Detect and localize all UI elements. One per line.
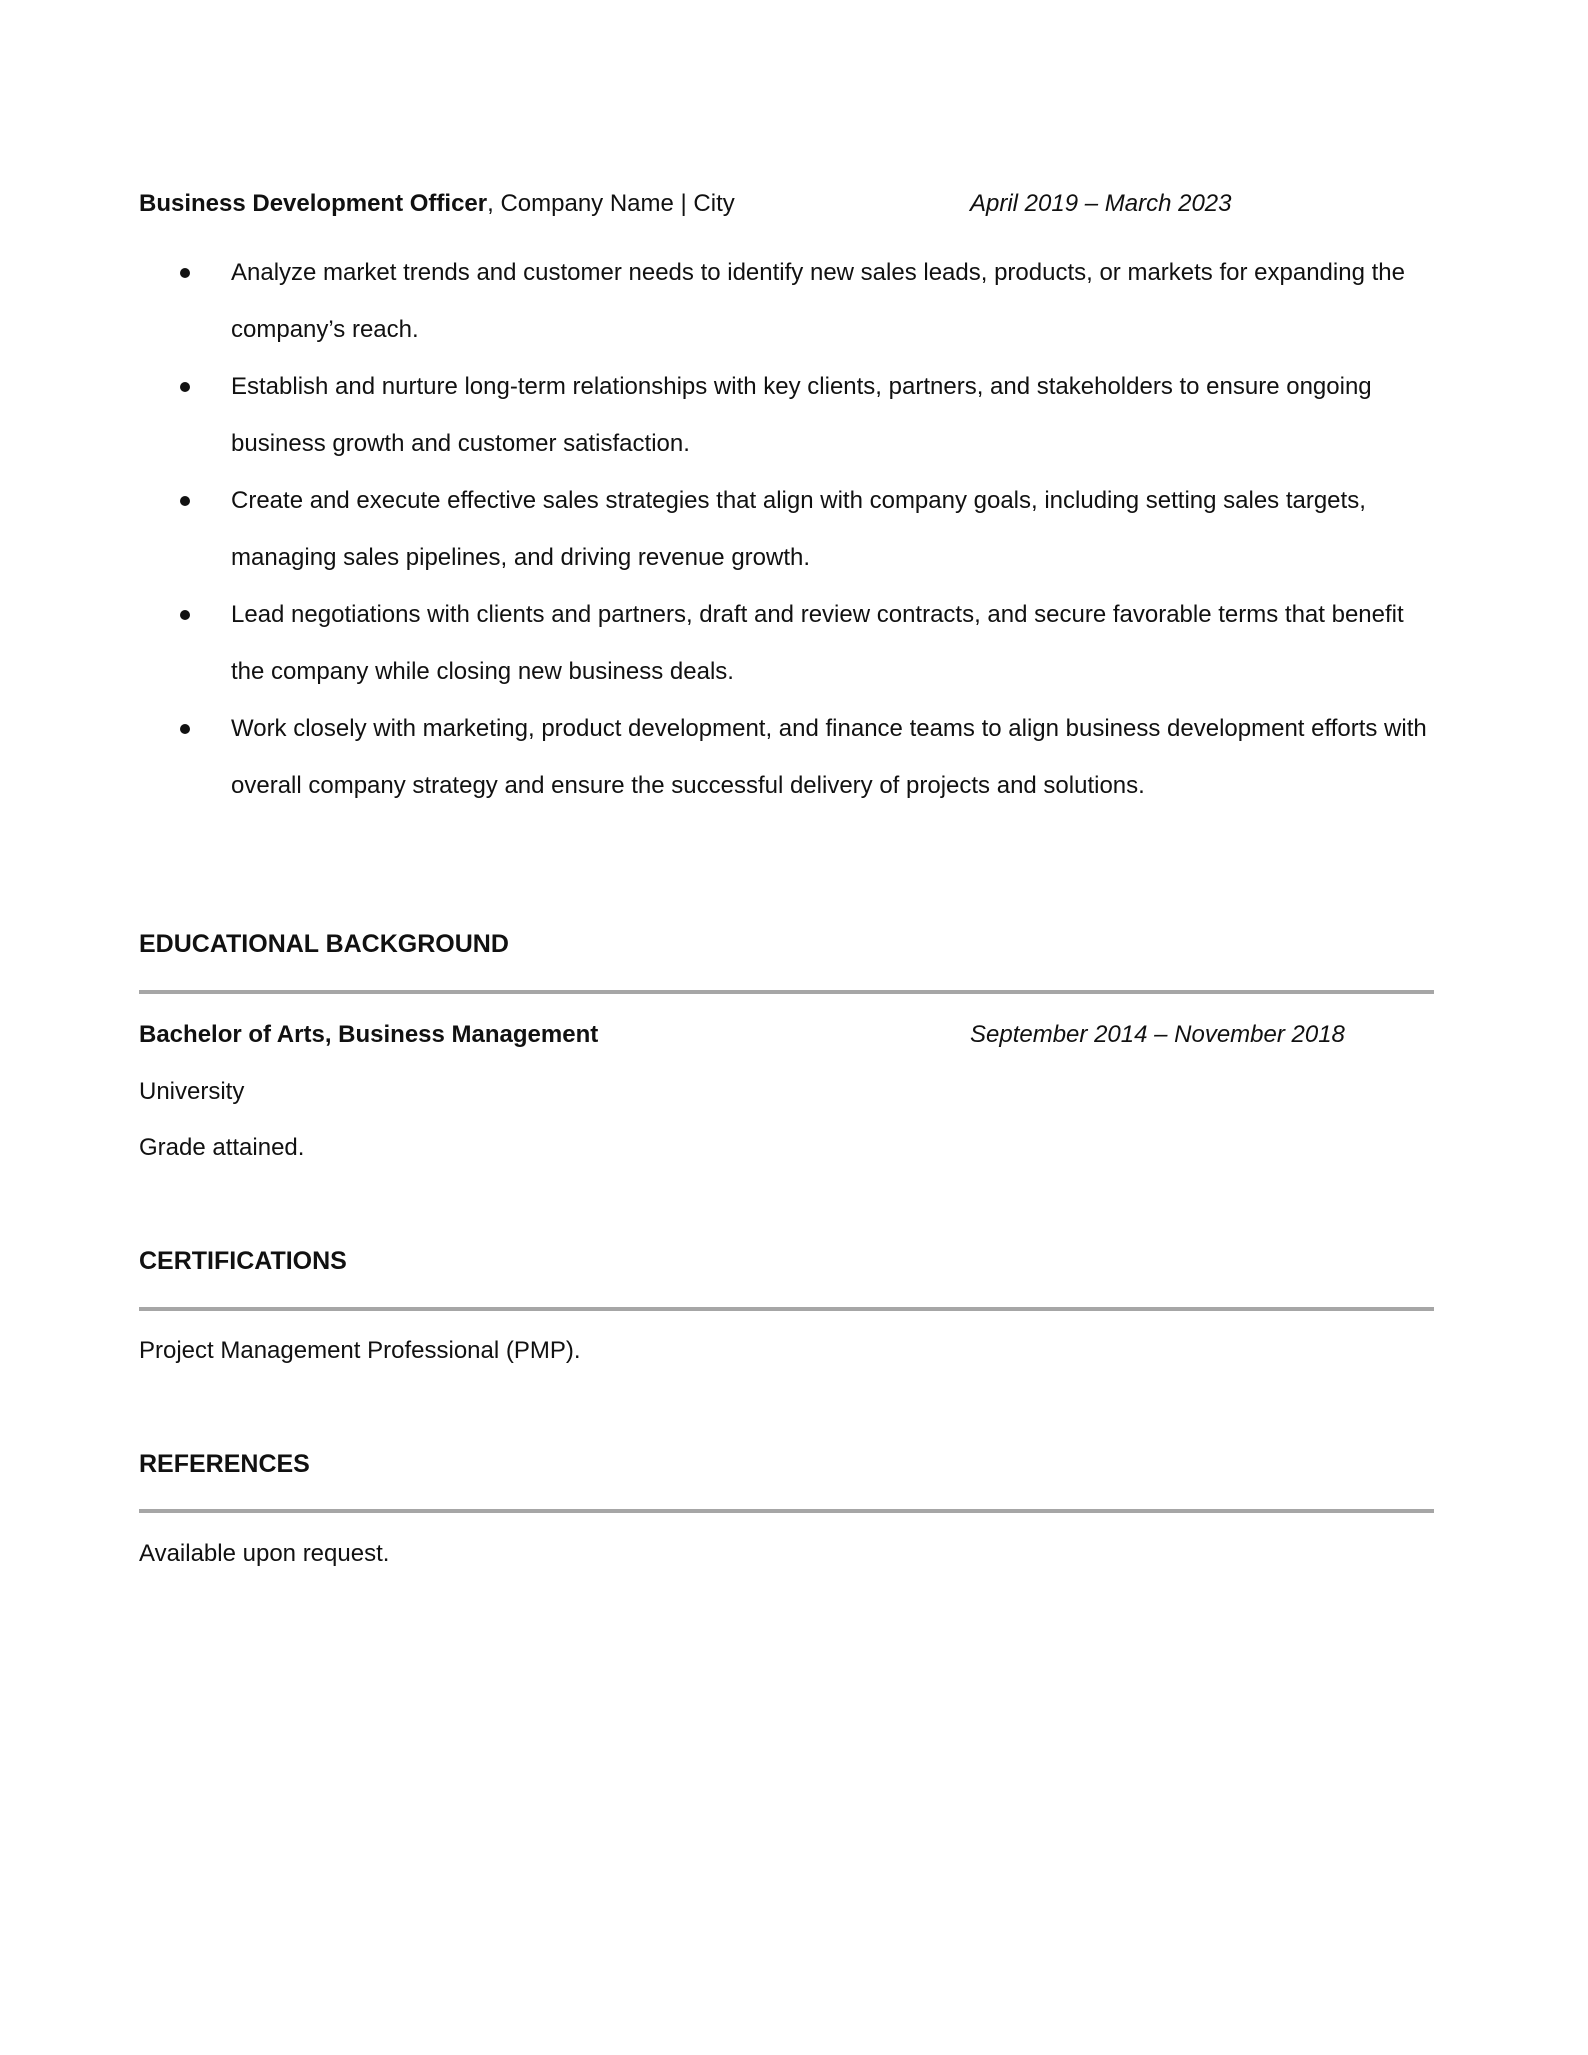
- job-company-city: , Company Name | City: [487, 190, 735, 217]
- school: University: [139, 1078, 245, 1105]
- list-item: [180, 244, 1440, 358]
- section-divider: [139, 1509, 1434, 1513]
- education-dates: September 2014 – November 2018: [970, 1021, 1345, 1048]
- bullet-text: Lead negotiations with clients and partners, draft and review contracts, and secure favorable terms that benefit the company while closing new business deals.: [231, 601, 1404, 685]
- job-dates: April 2019 – March 2023: [970, 190, 1232, 217]
- bullet-icon: [180, 382, 190, 392]
- job-title: Business Development Officer: [139, 190, 488, 217]
- list-item: [180, 472, 1440, 586]
- bullet-text: Analyze market trends and customer needs to identify new sales leads, products, or markets for expanding the company’s reach.: [231, 259, 1405, 343]
- references-heading: REFERENCES: [139, 1450, 310, 1478]
- certification-item: Project Management Professional (PMP).: [139, 1337, 581, 1364]
- list-item: [180, 586, 1440, 700]
- bullet-icon: [180, 724, 190, 734]
- education-heading: EDUCATIONAL BACKGROUND: [139, 930, 509, 958]
- bullet-text: Work closely with marketing, product development, and finance teams to align business development efforts with overall company strategy and ensure the successful delivery of projects and solutions.: [231, 715, 1427, 799]
- section-divider: [139, 990, 1434, 994]
- bullet-icon: [180, 496, 190, 506]
- job-bullets: [180, 244, 1440, 814]
- list-item: [180, 358, 1440, 472]
- bullet-icon: [180, 268, 190, 278]
- certifications-heading: CERTIFICATIONS: [139, 1247, 347, 1275]
- job-heading: [139, 189, 735, 219]
- grade: Grade attained.: [139, 1134, 305, 1161]
- references-text: Available upon request.: [139, 1540, 390, 1567]
- bullet-icon: [180, 610, 190, 620]
- bullet-text: Establish and nurture long-term relationships with key clients, partners, and stakeholders to ensure ongoing business growth and customer satisfaction.: [231, 373, 1372, 457]
- bullet-text: Create and execute effective sales strategies that align with company goals, including setting sales targets, managing sales pipelines, and driving revenue growth.: [231, 487, 1366, 571]
- degree: Bachelor of Arts, Business Management: [139, 1021, 599, 1048]
- section-divider: [139, 1307, 1434, 1311]
- list-item: [180, 700, 1440, 814]
